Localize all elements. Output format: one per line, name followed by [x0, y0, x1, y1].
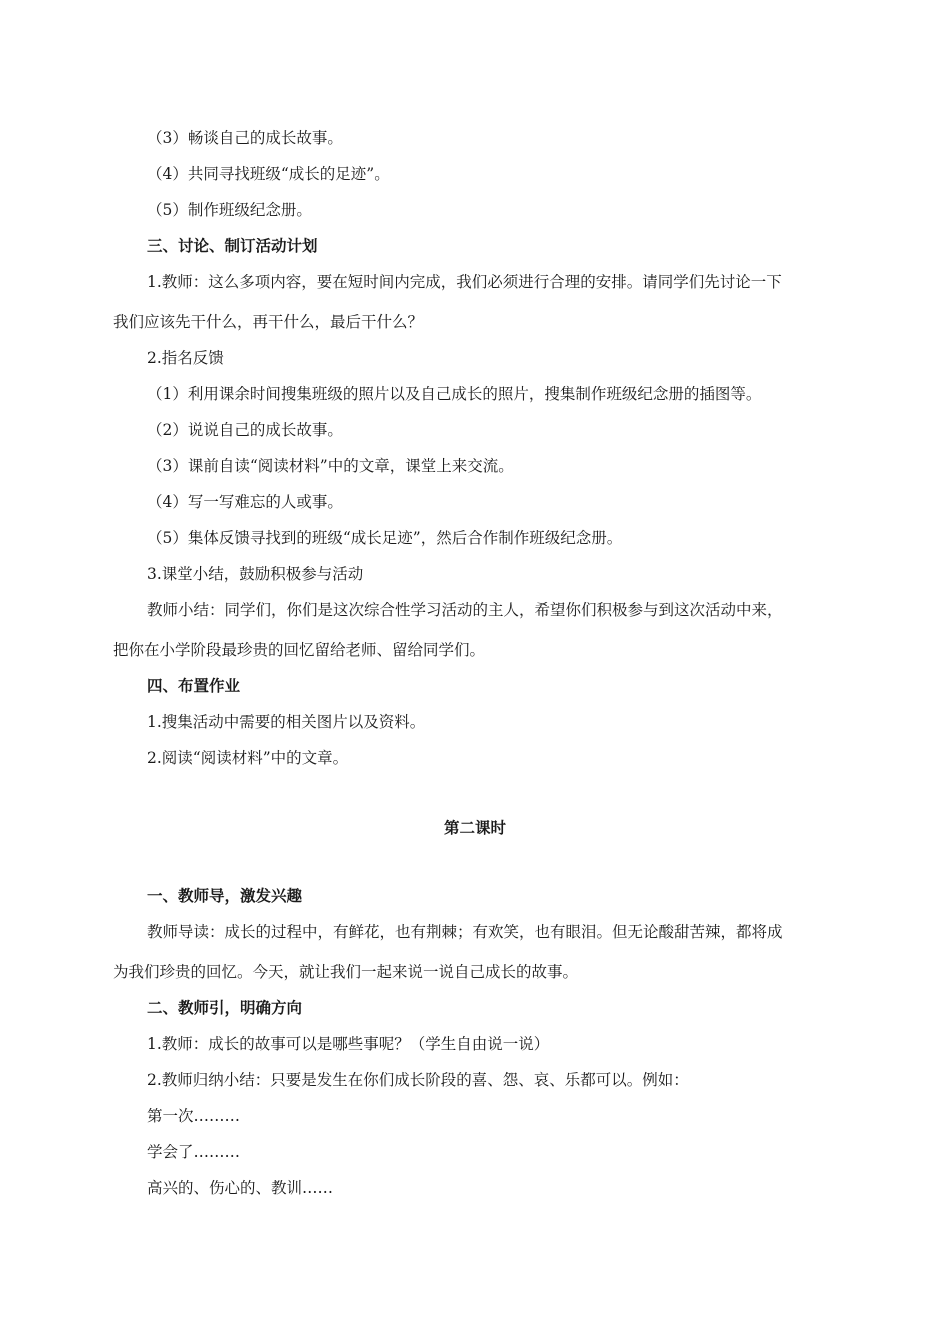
paragraph-line: 教师小结：同学们，你们是这次综合性学习活动的主人，希望你们积极参与到这次活动中来，	[147, 601, 783, 619]
list-item: 1.教师：成长的故事可以是哪些事呢？（学生自由说一说）	[147, 1035, 550, 1053]
list-item: （5）集体反馈寻找到的班级“成长足迹”，然后合作制作班级纪念册。	[147, 529, 623, 547]
paragraph-line: 把你在小学阶段最珍贵的回忆留给老师、留给同学们。	[113, 641, 486, 659]
list-item: （1）利用课余时间搜集班级的照片以及自己成长的照片，搜集制作班级纪念册的插图等。	[147, 385, 762, 403]
list-item: （4）共同寻找班级“成长的足迹”。	[147, 165, 390, 183]
list-item: 2.教师归纳小结：只要是发生在你们成长阶段的喜、怨、哀、乐都可以。例如：	[147, 1071, 689, 1089]
example-line: 学会了………	[147, 1143, 241, 1161]
section-heading: 四、布置作业	[147, 677, 241, 695]
paragraph-line: 1.教师：这么多项内容，要在短时间内完成，我们必须进行合理的安排。请同学们先讨论一下	[147, 273, 782, 291]
list-item: 1.搜集活动中需要的相关图片以及资料。	[147, 713, 426, 731]
lesson-title: 第二课时	[443, 819, 506, 837]
paragraph-line: 我们应该先干什么，再干什么，最后干什么？	[113, 313, 424, 331]
example-line: 第一次………	[147, 1107, 241, 1125]
list-item: 2.阅读“阅读材料”中的文章。	[147, 749, 349, 767]
paragraph-line: 教师导读：成长的过程中，有鲜花，也有荆棘；有欢笑，也有眼泪。但无论酸甜苦辣，都将成	[147, 923, 783, 941]
section-heading: 二、教师引，明确方向	[147, 999, 303, 1017]
list-item: （3）课前自读“阅读材料”中的文章，课堂上来交流。	[147, 457, 514, 475]
section-heading: 一、教师导，激发兴趣	[147, 887, 303, 905]
paragraph-line: 为我们珍贵的回忆。今天，就让我们一起来说一说自己成长的故事。	[113, 963, 579, 981]
list-item: （2）说说自己的成长故事。	[147, 421, 343, 439]
list-item: （3）畅谈自己的成长故事。	[147, 129, 343, 147]
list-item: （5）制作班级纪念册。	[147, 201, 312, 219]
example-line: 高兴的、伤心的、教训……	[147, 1179, 334, 1197]
list-item: （4）写一写难忘的人或事。	[147, 493, 343, 511]
paragraph-line: 3.课堂小结，鼓励积极参与活动	[147, 565, 364, 583]
section-heading: 三、讨论、制订活动计划	[147, 237, 318, 255]
paragraph-line: 2.指名反馈	[147, 349, 224, 367]
